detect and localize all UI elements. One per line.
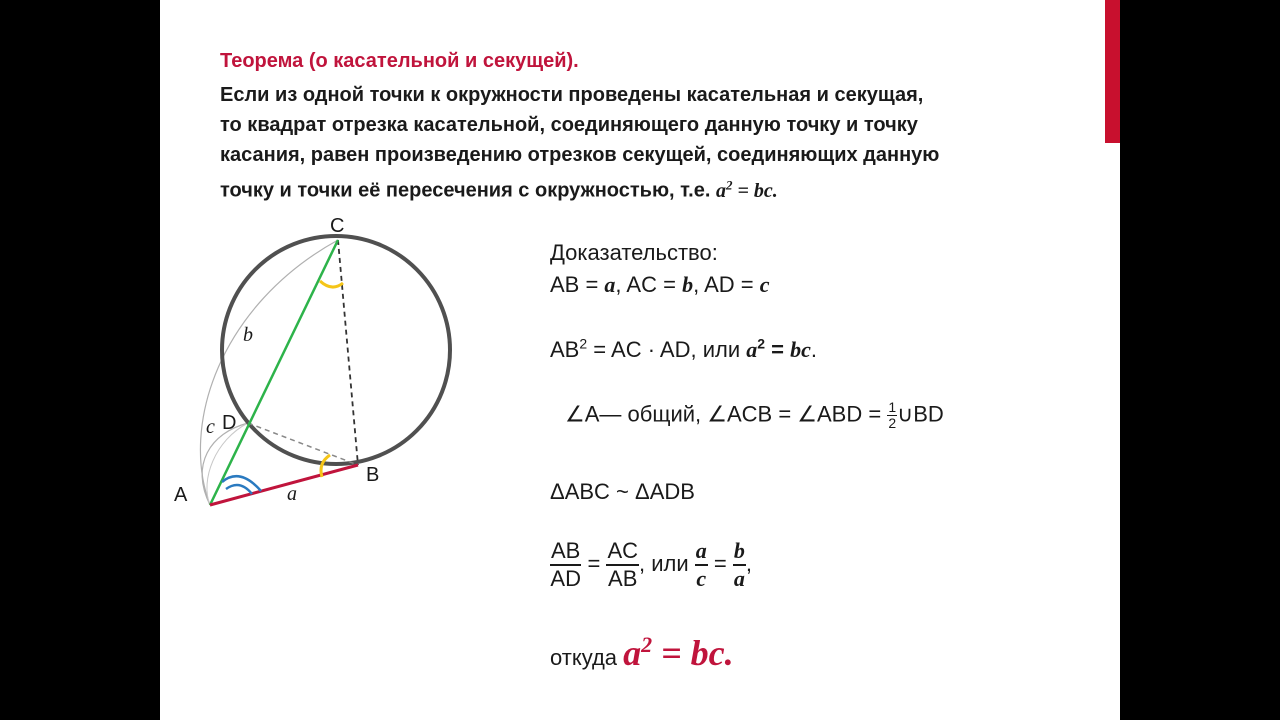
def-ad-label: , AD = xyxy=(693,272,760,297)
step2-arc: ∪BD xyxy=(897,401,944,427)
frac1-num: AB xyxy=(550,538,581,566)
frac1-den: AD xyxy=(550,566,581,591)
proof-definitions xyxy=(550,272,770,298)
theorem-line-4-text: точку и точки её пересечения с окружностью, т.е. xyxy=(220,179,716,202)
formula-a: a xyxy=(715,179,726,202)
label-segment-c: c xyxy=(206,416,215,438)
step4-comma: , xyxy=(745,550,752,576)
def-ab-label: AB = xyxy=(550,272,605,297)
conclusion-formula xyxy=(623,633,734,673)
label-point-d: D xyxy=(222,412,237,434)
step2-text: ∠A— общий, ∠ACB = ∠ABD = xyxy=(565,401,888,427)
circle xyxy=(222,236,450,464)
step4-eq2: = xyxy=(707,550,733,576)
conclusion-exp: 2 xyxy=(641,632,653,657)
secant-ac xyxy=(210,240,338,505)
step1-dot: . xyxy=(810,337,817,362)
step4-or: , или xyxy=(639,550,695,576)
label-point-c: C xyxy=(330,215,345,237)
formula-exp: 2 xyxy=(725,177,733,192)
proof-step-2 xyxy=(565,400,944,431)
geometry-figure xyxy=(160,195,530,525)
angle-mark-a-inner xyxy=(226,485,252,494)
label-segment-b: b xyxy=(243,324,253,346)
theorem-title: Теорема (о касательной и секущей). xyxy=(220,50,579,72)
conclusion-rest: = bc. xyxy=(652,633,734,673)
step1-a: a xyxy=(746,337,758,362)
def-b: b xyxy=(682,272,694,297)
frac-ac-ab xyxy=(606,538,639,592)
proof-conclusion xyxy=(550,632,734,674)
label-segment-a: a xyxy=(287,483,297,505)
proof-panel xyxy=(550,0,1110,720)
angle-mark-c xyxy=(320,281,343,287)
formula-rest: = bc. xyxy=(732,179,778,202)
geometry-svg xyxy=(160,195,530,525)
proof-heading: Доказательство: xyxy=(550,240,718,265)
frac-b-a xyxy=(733,538,746,592)
frac4-num: b xyxy=(733,538,746,566)
step2-frac-num: 1 xyxy=(888,399,897,415)
step1-eq: = xyxy=(765,337,791,362)
def-a: a xyxy=(604,272,616,297)
step1-ab: AB xyxy=(550,337,580,362)
step1-exp: 2 xyxy=(579,335,588,352)
label-point-b: B xyxy=(366,464,380,486)
frac4-den: a xyxy=(733,566,745,591)
frac3-num: a xyxy=(695,538,708,566)
conclusion-a: a xyxy=(623,633,642,673)
step1-bc: bc xyxy=(790,337,811,362)
frac3-den: c xyxy=(696,566,707,591)
theorem-line-1: Если из одной точки к окружности проведены касательная и секущая, xyxy=(220,84,924,106)
theorem-line-3: касания, равен произведению отрезков секущей, соединяющих данную xyxy=(220,144,940,166)
step2-frac-den: 2 xyxy=(888,415,897,431)
frac-a-c xyxy=(695,538,708,592)
conclusion-lead: откуда xyxy=(550,645,624,670)
arc-b-guide xyxy=(200,240,338,505)
proof-step-4 xyxy=(550,538,752,592)
theorem-line-2: то квадрат отрезка касательной, соединяющего данную точку и точку xyxy=(220,114,918,136)
step4-eq1: = xyxy=(581,550,607,576)
label-point-a: A xyxy=(174,484,188,506)
frac2-num: AC xyxy=(606,538,639,566)
frac2-den: AB xyxy=(608,566,638,591)
slide xyxy=(160,0,1120,720)
def-c: c xyxy=(759,272,770,297)
def-ac-label: , AC = xyxy=(615,272,683,297)
step2-fraction xyxy=(887,400,897,431)
frac-ab-ad xyxy=(550,538,581,592)
proof-step-1 xyxy=(550,337,817,363)
proof-step-3: ΔABC ~ ΔADB xyxy=(550,479,695,504)
step1-exp2: 2 xyxy=(757,335,766,352)
chord-cb-dashed xyxy=(338,240,358,465)
step1-rest: = AC · AD, или xyxy=(587,337,747,362)
